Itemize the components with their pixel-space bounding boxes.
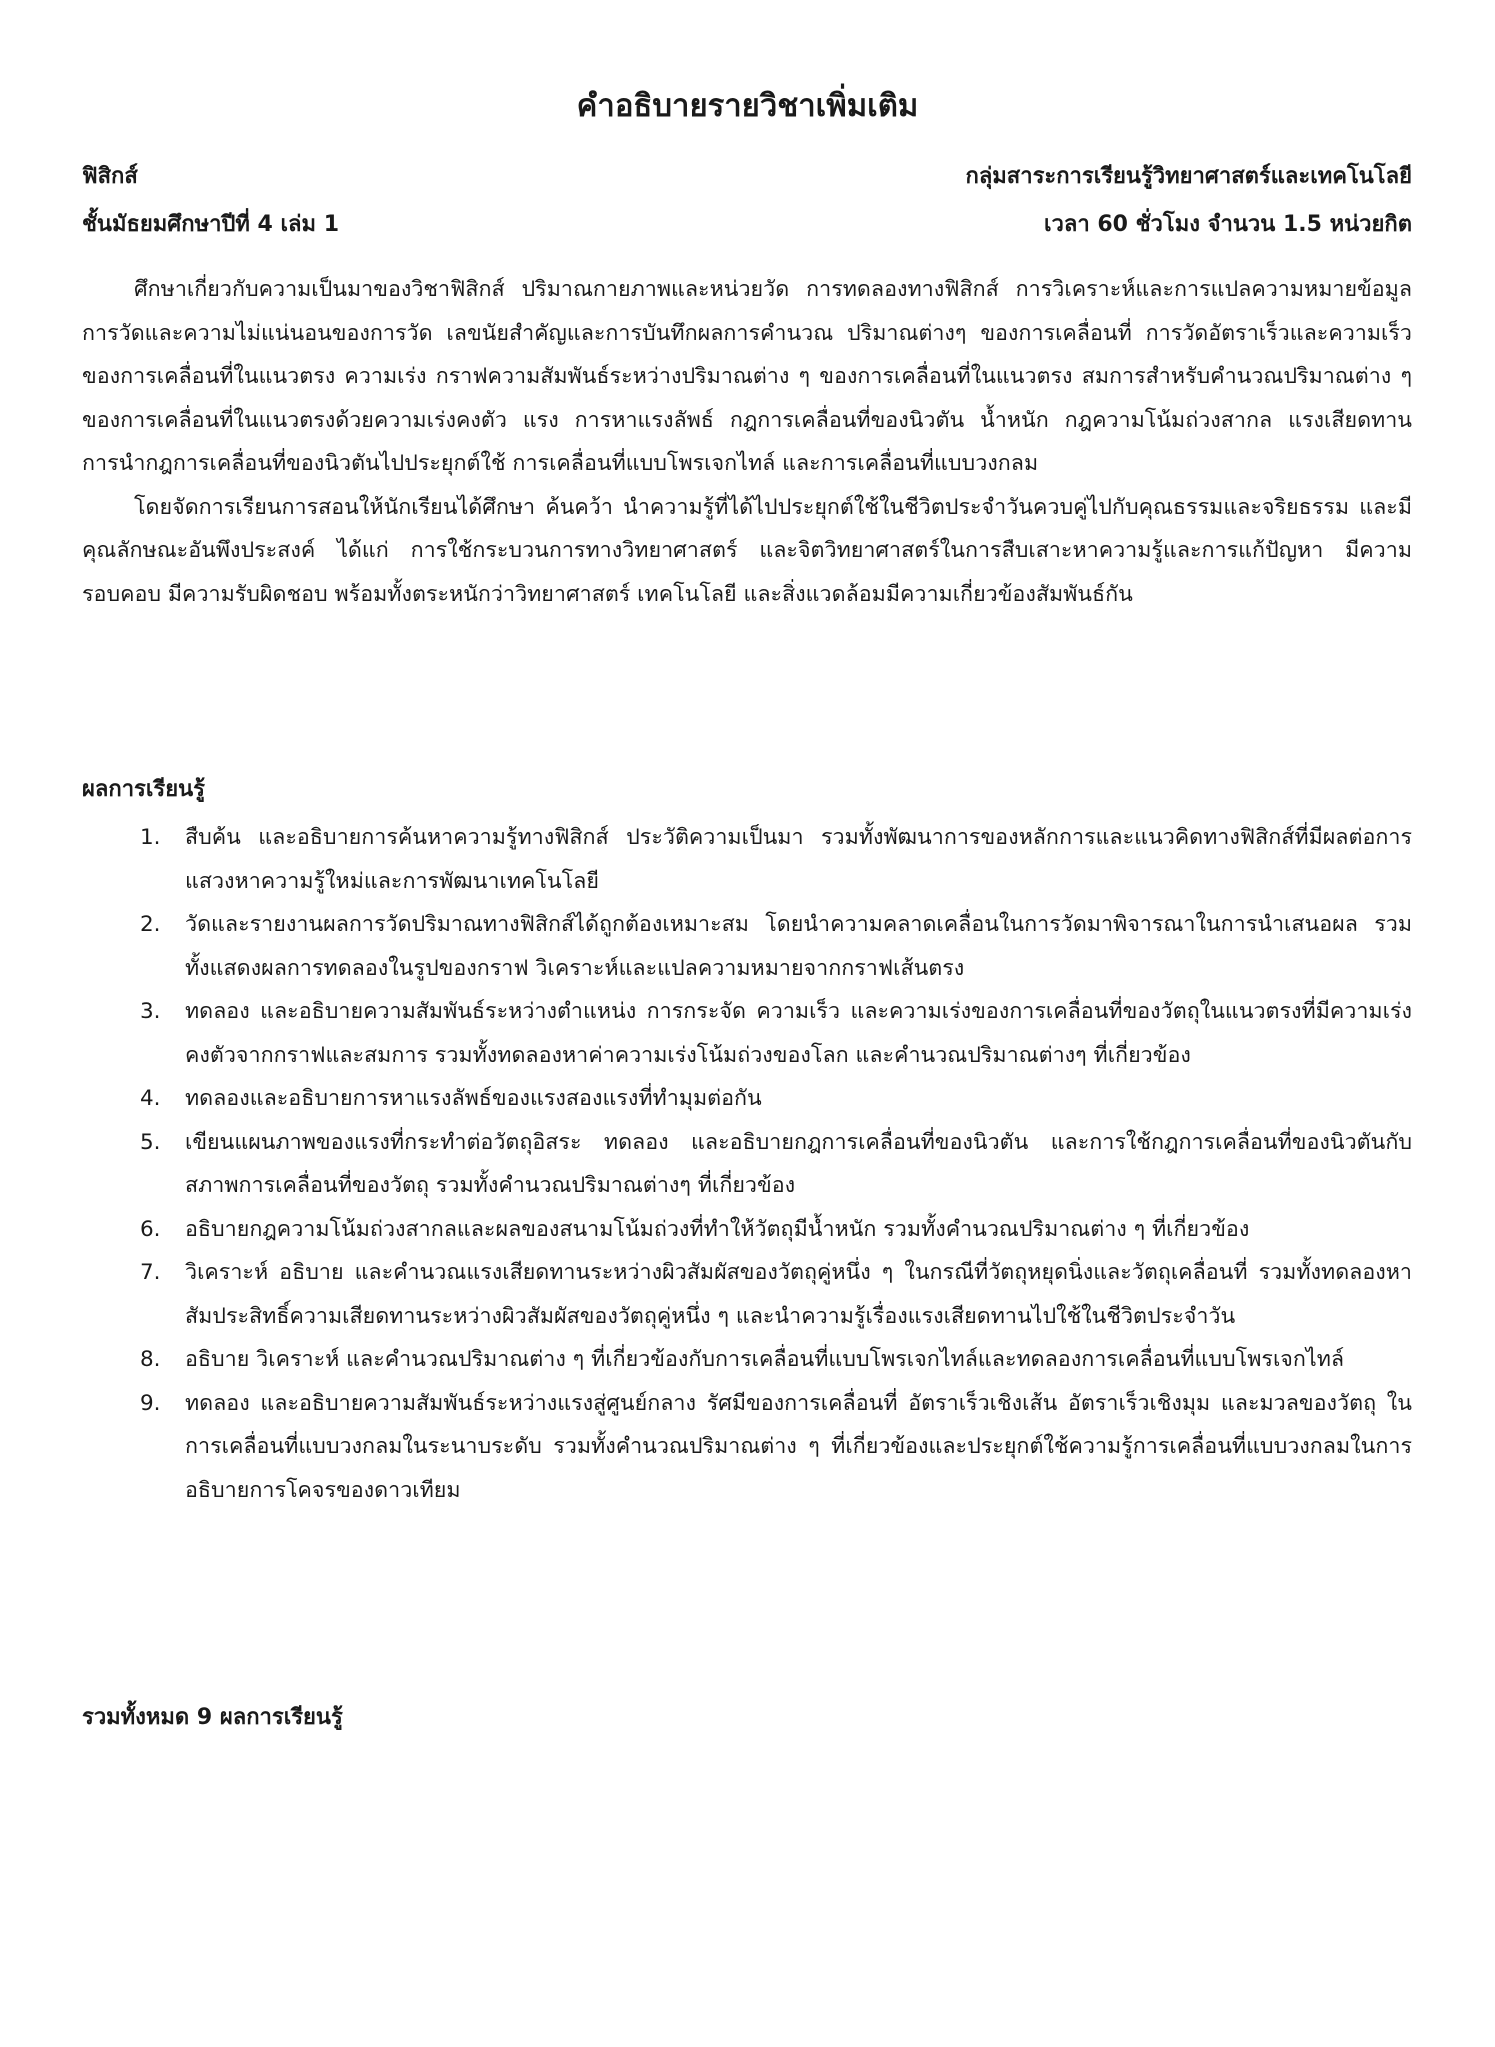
outcome-number: 9.	[140, 1390, 161, 1416]
list-item	[140, 903, 1412, 990]
outcome-text: สืบค้น และอธิบายการค้นหาความรู้ทางฟิสิกส์ ประวัติความเป็นมา รวมทั้งพัฒนาการของหลักการและแนวคิดทางฟิสิกส์ที่มีผลต่อการแสวงหาความรู้ใหม่และการพัฒนาเทคโนโลยี	[185, 825, 1412, 894]
subject-name: ฟิสิกส์	[82, 164, 138, 189]
outcome-number: 6.	[140, 1216, 161, 1242]
outcome-text: ทดลอง และอธิบายความสัมพันธ์ระหว่างแรงสู่ศูนย์กลาง รัศมีของการเคลื่อนที่ อัตราเร็วเชิงเส้น อัตราเร็วเชิงมุม และมวลของวัตถุ ในการเคลื่อนที่แบบวงกลมในระนาบระดับ รวมทั้งคำนวณปริมาณต่าง ๆ ที่เกี่ยวข้องและประยุกต์ใช้ความรู้การเคลื่อนที่แบบวงกลมในการอธิบายการโคจรของดาวเทียม	[185, 1390, 1412, 1503]
list-item	[140, 1208, 1412, 1252]
header-row-subject	[82, 160, 1412, 194]
outcome-text: วัดและรายงานผลการวัดปริมาณทางฟิสิกส์ได้ถูกต้องเหมาะสม โดยนำความคลาดเคลื่อนในการวัดมาพิจารณาในการนำเสนอผล รวมทั้งแสดงผลการทดลองในรูปของกราฟ วิเคราะห์และแปลความหมายจากกราฟเส้นตรง	[185, 912, 1412, 981]
list-item	[140, 1121, 1412, 1208]
list-item	[140, 816, 1412, 903]
outcome-number: 4.	[140, 1086, 161, 1111]
list-item	[140, 1251, 1412, 1338]
list-item	[140, 990, 1412, 1077]
outcome-text: อธิบาย วิเคราะห์ และคำนวณปริมาณต่าง ๆ ที่เกี่ยวข้องกับการเคลื่อนที่แบบโพรเจกไทล์และทดลองการเคลื่อนที่แบบโพรเจกไทล์	[185, 1347, 1345, 1372]
outcome-text: ทดลองและอธิบายการหาแรงลัพธ์ของแรงสองแรงที่ทำมุมต่อกัน	[185, 1086, 762, 1111]
list-item	[140, 1382, 1412, 1513]
outcome-text: ทดลอง และอธิบายความสัมพันธ์ระหว่างตำแหน่ง การกระจัด ความเร็ว และความเร่งของการเคลื่อนที่ของวัตถุในแนวตรงที่มีความเร่งคงตัวจากกราฟและสมการ รวมทั้งทดลองหาค่าความเร่งโน้มถ่วงของโลก และคำนวณปริมาณต่างๆ ที่เกี่ยวข้อง	[185, 999, 1412, 1068]
outcomes-total: รวมทั้งหมด 9 ผลการเรียนรู้	[82, 1705, 343, 1730]
learning-area: กลุ่มสาระการเรียนรู้วิทยาศาสตร์และเทคโนโลยี	[965, 164, 1412, 189]
description-paragraph: โดยจัดการเรียนการสอนให้นักเรียนได้ศึกษา ค้นคว้า นำความรู้ที่ได้ไปประยุกต์ใช้ในชีวิตประจำวันควบคู่ไปกับคุณธรรมและจริยธรรม และมีคุณลักษณะอันพึงประสงค์ ได้แก่ การใช้กระบวนการทางวิทยาศาสตร์ และจิตวิทยาศาสตร์ในการสืบเสาะหาความรู้และการแก้ปัญหา มีความรอบคอบ มีความรับผิดชอบ พร้อมทั้งตระหนักว่าวิทยาศาสตร์ เทคโนโลยี และสิ่งแวดล้อมมีความเกี่ยวข้องสัมพันธ์กัน	[82, 494, 1412, 607]
outcome-number: 7.	[140, 1260, 161, 1285]
outcome-text: อธิบายกฎความโน้มถ่วงสากลและผลของสนามโน้มถ่วงที่ทำให้วัตถุมีน้ำหนัก รวมทั้งคำนวณปริมาณต่าง ๆ ที่เกี่ยวข้อง	[185, 1216, 1250, 1242]
grade-book: ชั้นมัธยมศึกษาปีที่ 4 เล่ม 1	[82, 212, 339, 237]
list-item	[140, 1077, 1412, 1121]
outcome-number: 2.	[140, 912, 161, 937]
outcomes-heading: ผลการเรียนรู้	[82, 777, 205, 802]
description-paragraph: ศึกษาเกี่ยวกับความเป็นมาของวิชาฟิสิกส์ ปริมาณกายภาพและหน่วยวัด การทดลองทางฟิสิกส์ การวิเคราะห์และการแปลความหมายข้อมูล การวัดและความไม่แน่นอนของการวัด เลขนัยสำคัญและการบันทึกผลการคำนวณ ปริมาณต่างๆ ของการเคลื่อนที่ การวัดอัตราเร็วและความเร็วของการเคลื่อนที่ในแนวตรง ความเร่ง กราฟความสัมพันธ์ระหว่างปริมาณต่าง ๆ ของการเคลื่อนที่ในแนวตรง สมการสำหรับคำนวณปริมาณต่าง ๆ ของการเคลื่อนที่ในแนวตรงด้วยความเร่งคงตัว แรง การหาแรงลัพธ์ กฎการเคลื่อนที่ของนิวตัน น้ำหนัก กฎความโน้มถ่วงสากล แรงเสียดทาน การนำกฎการเคลื่อนที่ของนิวตันไปประยุกต์ใช้ การเคลื่อนที่แบบโพรเจกไทล์ และการเคลื่อนที่แบบวงกลม	[82, 277, 1412, 476]
outcome-text: เขียนแผนภาพของแรงที่กระทำต่อวัตถุอิสระ ทดลอง และอธิบายกฎการเคลื่อนที่ของนิวตัน และการใช้กฎการเคลื่อนที่ของนิวตันกับสภาพการเคลื่อนที่ของวัตถุ รวมทั้งคำนวณปริมาณต่างๆ ที่เกี่ยวข้อง	[185, 1129, 1412, 1198]
header-row-grade	[82, 208, 1412, 242]
outcome-number: 8.	[140, 1347, 161, 1372]
time-credits: เวลา 60 ชั่วโมง จำนวน 1.5 หน่วยกิต	[1043, 212, 1412, 237]
course-description	[82, 268, 1412, 616]
outcomes-list	[140, 816, 1412, 1512]
list-item	[140, 1338, 1412, 1382]
page-title: คำอธิบายรายวิชาเพิ่มเติม	[576, 88, 919, 124]
outcome-number: 3.	[140, 999, 161, 1024]
outcome-number: 1.	[140, 825, 161, 850]
outcome-number: 5.	[140, 1129, 161, 1155]
outcome-text: วิเคราะห์ อธิบาย และคำนวณแรงเสียดทานระหว่างผิวสัมผัสของวัตถุคู่หนึ่ง ๆ ในกรณีที่วัตถุหยุดนิ่งและวัตถุเคลื่อนที่ รวมทั้งทดลองหาสัมประสิทธิ์ความเสียดทานระหว่างผิวสัมผัสของวัตถุคู่หนึ่ง ๆ และนำความรู้เรื่องแรงเสียดทานไปใช้ในชีวิตประจำวัน	[185, 1260, 1412, 1329]
